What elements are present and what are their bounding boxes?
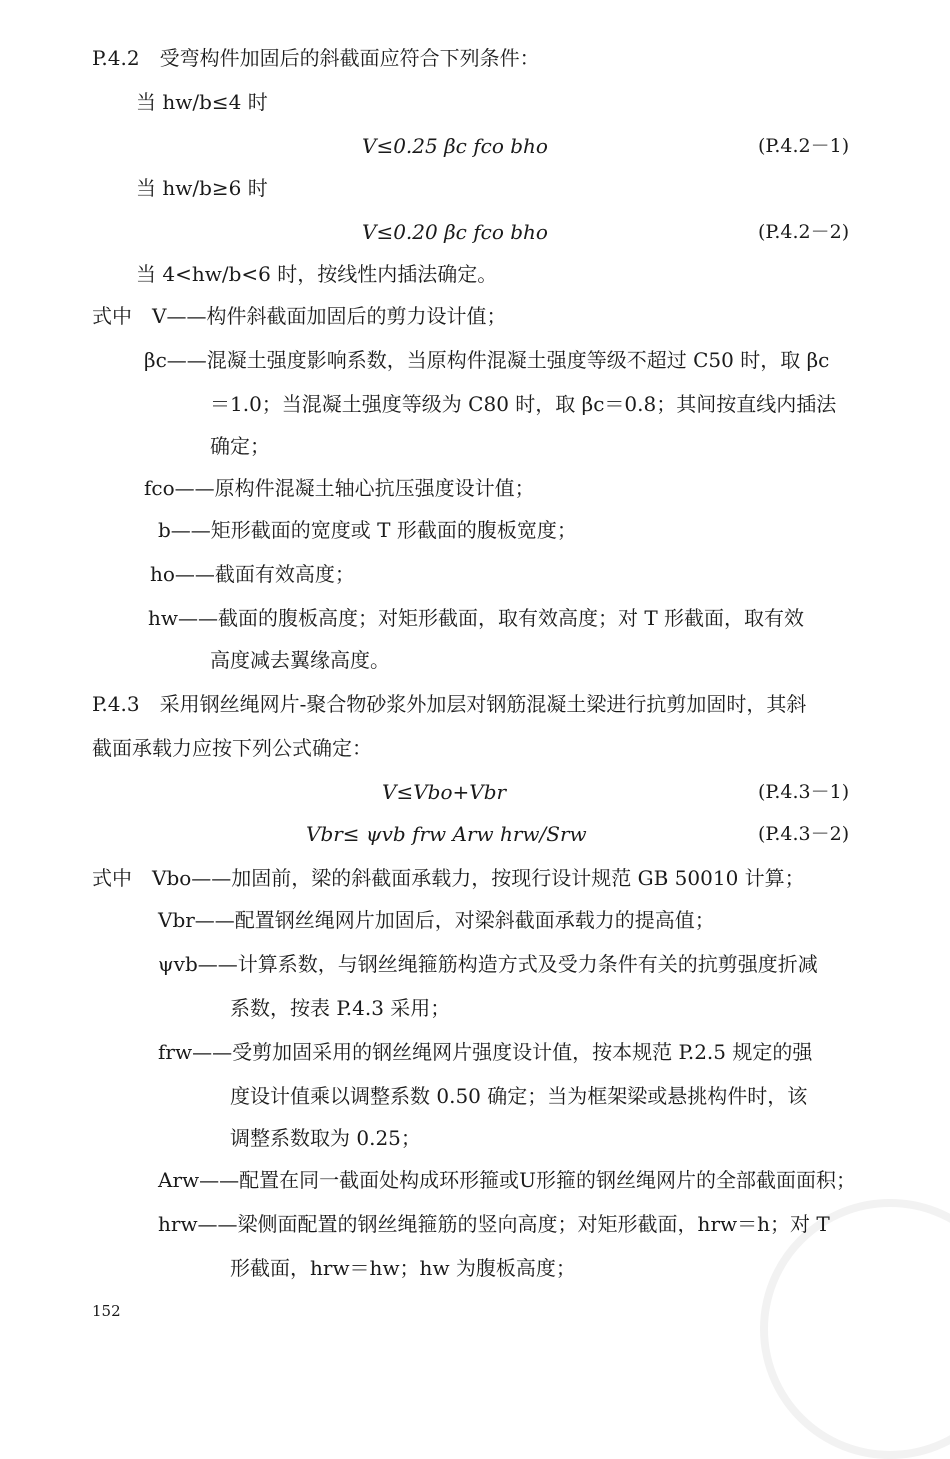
def-ho: ho——截面有效高度；	[150, 562, 355, 586]
equation-number-p43-2: (P.4.3－2)	[758, 823, 850, 845]
def-beta-c-2: ＝1.0；当混凝土强度等级为 C80 时，取 βc＝0.8；其间按直线内插法	[210, 392, 837, 416]
equation-p42-2: V≤0.20 βc fco bho	[362, 220, 548, 244]
def-frw-2: 度设计值乘以调整系数 0.50 确定；当为框架梁或悬挑构件时，该	[230, 1084, 808, 1108]
where-vbo: 式中 Vbo——加固前，梁的斜截面承载力，按现行设计规范 GB 50010 计算；	[92, 866, 805, 890]
def-hw-2: 高度减去翼缘高度。	[210, 648, 390, 672]
page-number: 152	[92, 1302, 121, 1320]
equation-p43-2: Vbr≤ ψvb frw Arw hrw/Srw	[306, 822, 587, 846]
def-b: b——矩形截面的宽度或 T 形截面的腹板宽度；	[158, 518, 577, 542]
equation-number-p42-2: (P.4.2－2)	[758, 221, 850, 243]
equation-number-p42-1: (P.4.2－1)	[758, 135, 850, 157]
where-v: 式中 V——构件斜截面加固后的剪力设计值；	[92, 304, 507, 328]
def-beta-c-1: βc——混凝土强度影响系数，当原构件混凝土强度等级不超过 C50 时，取 βc	[144, 348, 830, 372]
def-hrw-2: 形截面，hrw＝hw；hw 为腹板高度；	[230, 1256, 576, 1280]
clause-p43-1: P.4.3 采用钢丝绳网片-聚合物砂浆外加层对钢筋混凝土梁进行抗剪加固时，其斜	[92, 692, 807, 716]
clause-p43-2: 截面承载力应按下列公式确定：	[92, 736, 372, 760]
watermark-stamp	[760, 1199, 950, 1459]
def-frw-3: 调整系数取为 0.25；	[230, 1126, 421, 1150]
def-psi-vb-1: ψvb——计算系数，与钢丝绳箍筋构造方式及受力条件有关的抗剪强度折减	[158, 952, 818, 976]
condition-2: 当 hw/b≥6 时	[136, 176, 268, 200]
def-fco: fco——原构件混凝土轴心抗压强度设计值；	[144, 476, 535, 500]
equation-number-p43-1: (P.4.3－1)	[758, 781, 850, 803]
clause-p42-heading: P.4.2 受弯构件加固后的斜截面应符合下列条件：	[92, 46, 540, 70]
condition-3: 当 4<hw/b<6 时，按线性内插法确定。	[136, 262, 498, 286]
equation-p43-1: V≤Vbo+Vbr	[382, 780, 507, 804]
def-hrw-1: hrw——梁侧面配置的钢丝绳箍筋的竖向高度；对矩形截面，hrw＝h；对 T	[158, 1212, 830, 1236]
def-frw-1: frw——受剪加固采用的钢丝绳网片强度设计值，按本规范 P.2.5 规定的强	[158, 1040, 813, 1064]
equation-p42-1: V≤0.25 βc fco bho	[362, 134, 548, 158]
def-hw-1: hw——截面的腹板高度；对矩形截面，取有效高度；对 T 形截面，取有效	[148, 606, 805, 630]
def-psi-vb-2: 系数，按表 P.4.3 采用；	[230, 996, 451, 1020]
def-arw: Arw——配置在同一截面处构成环形箍或U形箍的钢丝绳网片的全部截面面积；	[158, 1168, 856, 1192]
def-beta-c-3: 确定；	[210, 434, 270, 458]
condition-1: 当 hw/b≤4 时	[136, 90, 268, 114]
def-vbr: Vbr——配置钢丝绳网片加固后，对梁斜截面承载力的提高值；	[158, 908, 715, 932]
